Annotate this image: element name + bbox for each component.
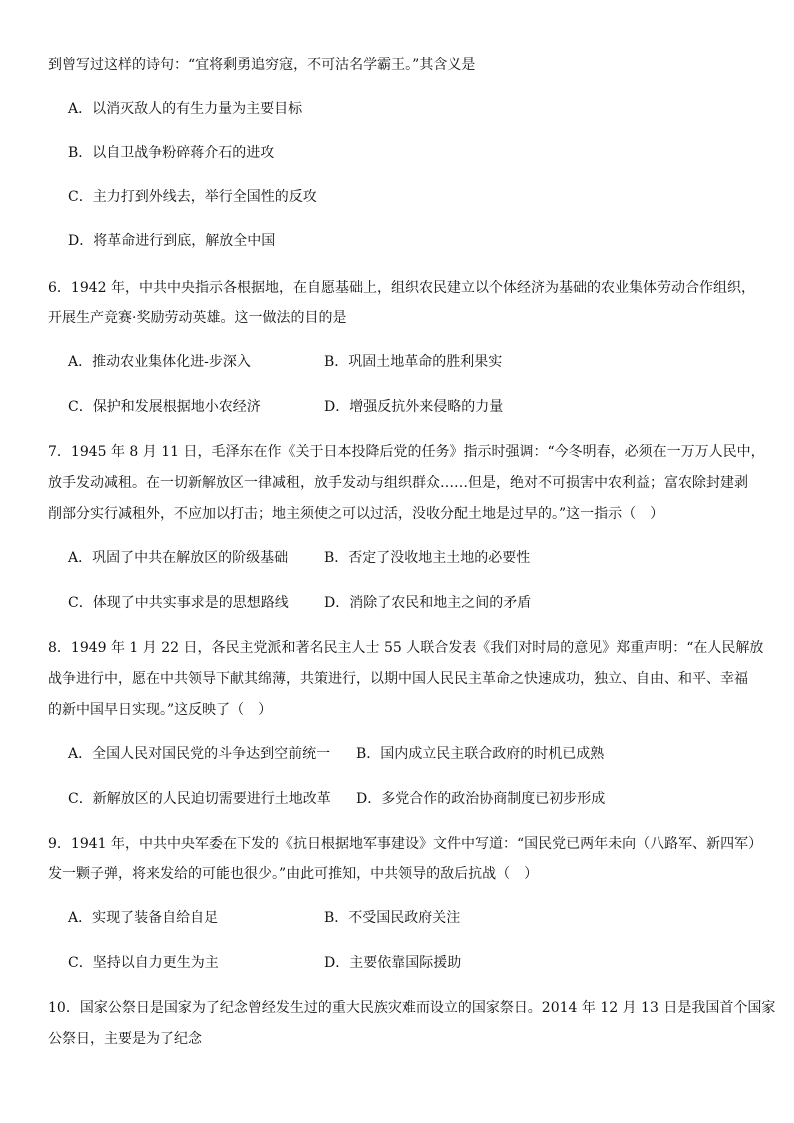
- q8-option-a: A．全国人民对国民党的斗争达到空前统一: [68, 746, 331, 762]
- q8-stem-line-1: 8．1949 年 1 月 22 日，各民主党派和著名民主人士 55 人联合发表《我们对时局的意见》郑重声明：“在人民解放: [48, 640, 764, 656]
- q8-stem-line-2: 战争进行中，愿在中共领导下献其绵薄，共策进行，以期中国人民民主革命之快速成功，独立、自由、和平、幸福: [48, 671, 748, 687]
- q5-option-d: D．将革命进行到底，解放全中国: [68, 233, 276, 249]
- q6-stem-line-2: 开展生产竞赛·奖励劳动英雄。这一做法的目的是: [48, 310, 347, 326]
- q5-option-b: B．以自卫战争粉碎蒋介石的进攻: [68, 145, 275, 161]
- q5-option-a: A．以消灭敌人的有生力量为主要目标: [68, 101, 303, 117]
- q10-stem-line-2: 公祭日，主要是为了纪念: [48, 1031, 202, 1047]
- q9-stem-line-1: 9．1941 年，中共中央军委在下发的《抗日根据地军事建设》文件中写道：“国民党已两年未向（八路军、新四军）: [48, 836, 763, 852]
- q5-stem-tail: 到曾写过这样的诗句：“宜将剩勇追穷寇，不可沽名学霸王。”其含义是: [48, 57, 476, 73]
- q7-option-a: A．巩固了中共在解放区的阶级基础: [68, 550, 289, 566]
- q9-option-b: B．不受国民政府关注: [324, 910, 461, 926]
- q9-option-d: D．主要依靠国际援助: [324, 955, 462, 971]
- q7-option-b: B．否定了没收地主土地的必要性: [324, 550, 531, 566]
- q7-stem-line-2: 放手发动减租。在一切新解放区一律减租，放手发动与组织群众……但是，绝对不可损害中农利益；富农除封建剥: [48, 475, 748, 491]
- q5-option-c: C．主力打到外线去，举行全国性的反攻: [68, 189, 317, 205]
- q9-stem-line-2: 发一颗子弹，将来发给的可能也很少。”由此可推知，中共领导的敌后抗战（ ）: [48, 866, 539, 882]
- q6-option-c: C．保护和发展根据地小农经济: [68, 399, 261, 415]
- q7-option-d: D．消除了农民和地主之间的矛盾: [324, 595, 532, 611]
- q6-option-a: A．推动农业集体化进-步深入: [68, 354, 251, 370]
- q9-option-a: A．实现了装备自给自足: [68, 910, 219, 926]
- q8-stem-line-3: 的新中国早日实现。”这反映了（ ）: [48, 702, 273, 718]
- q8-option-c: C．新解放区的人民迫切需要进行土地改革: [68, 791, 331, 807]
- q8-option-d: D．多党合作的政治协商制度已初步形成: [356, 791, 606, 807]
- q7-option-c: C．体现了中共实事求是的思想路线: [68, 595, 289, 611]
- q6-option-b: B．巩固土地革命的胜利果实: [324, 354, 503, 370]
- q6-stem-line-1: 6．1942 年，中共中央指示各根据地，在自愿基础上，组织农民建立以个体经济为基础的农业集体劳动合作组织，: [48, 280, 755, 296]
- q7-stem-line-1: 7．1945 年 8 月 11 日，毛泽东在作《关于日本投降后党的任务》指示时强调：“今冬明春，必须在一万万人民中，: [48, 444, 765, 460]
- q8-option-b: B．国内成立民主联合政府的时机已成熟: [356, 746, 605, 762]
- q6-option-d: D．增强反抗外来侵略的力量: [324, 399, 504, 415]
- q10-stem-line-1: 10．国家公祭日是国家为了纪念曾经发生过的重大民族灾难而设立的国家祭日。2014 年 12 月 13 日是我国首个国家: [48, 1000, 776, 1016]
- q7-stem-line-3: 削部分实行减租外，不应加以打击；地主须使之可以过活，没收分配土地是过早的。”这一指示（ ）: [48, 506, 665, 522]
- q9-option-c: C．坚持以自力更生为主: [68, 955, 219, 971]
